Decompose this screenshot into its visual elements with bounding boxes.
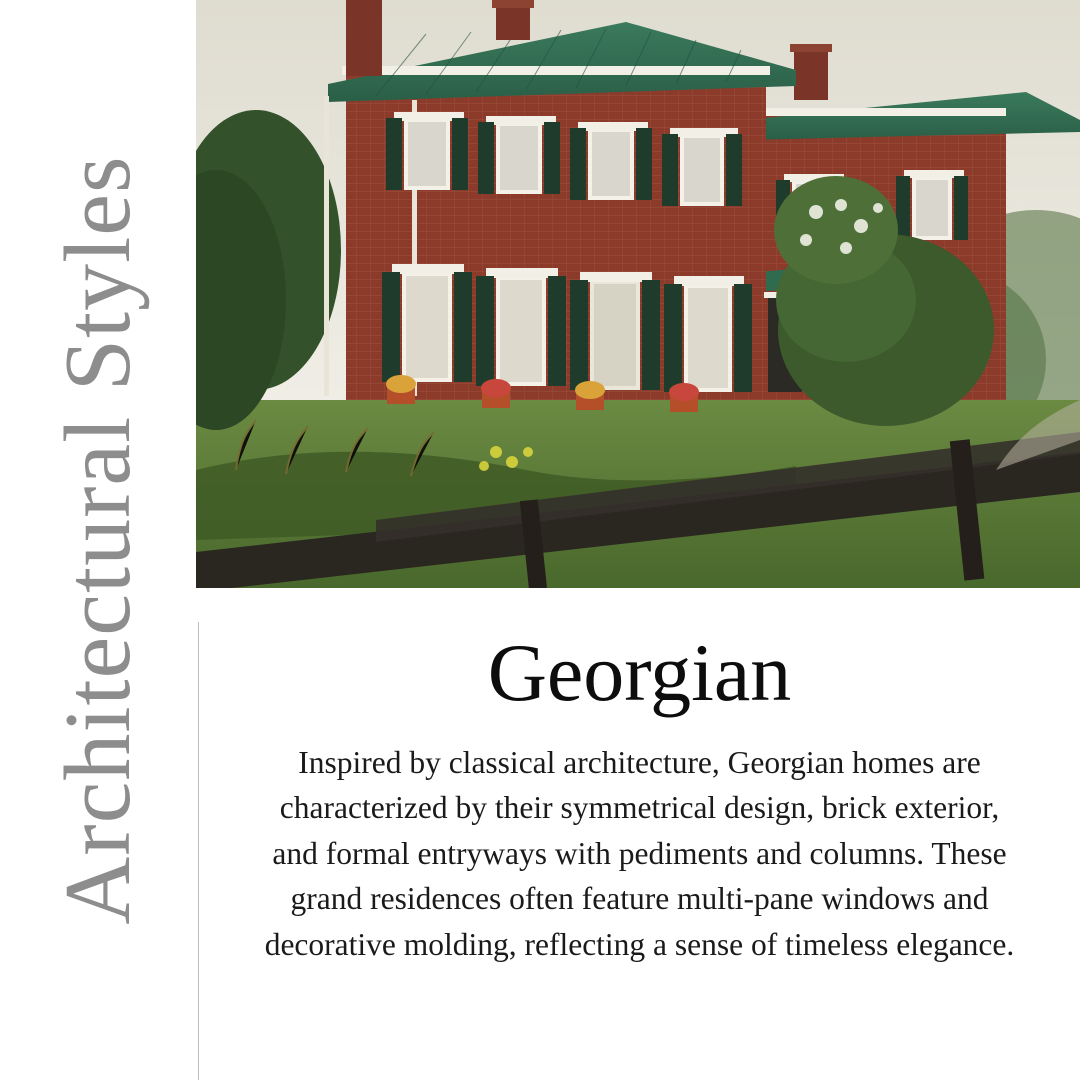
- georgian-brick-house-photo: [196, 0, 1080, 588]
- sidebar: [0, 0, 196, 1080]
- page-title: Georgian: [487, 627, 792, 718]
- card-content: [199, 588, 1080, 1080]
- photo-illustration: [196, 0, 1080, 588]
- description-text: Inspired by classical architecture, Georgian homes are characterized by their symmetrical design, brick exterior, and formal entryways with pediments and columns. These grand residences often feature multi-pane windows and decorative molding, reflecting a sense of timeless elegance.: [264, 745, 1015, 962]
- vertical-series-title: Architectural Styles: [46, 155, 150, 925]
